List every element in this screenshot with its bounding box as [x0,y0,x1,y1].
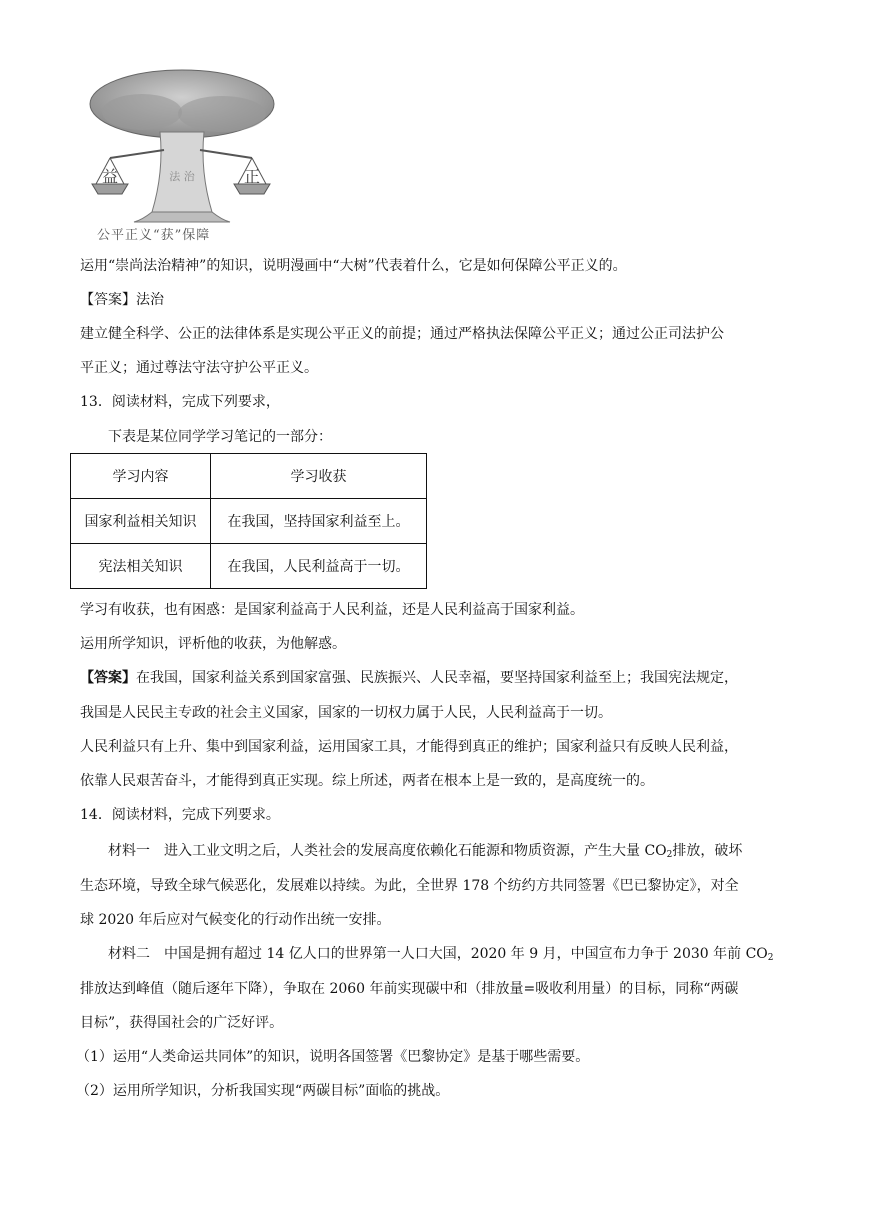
table-header-cell: 学习内容 [71,454,211,499]
table-cell: 宪法相关知识 [71,544,211,589]
table-cell: 在我国，坚持国家利益至上。 [211,499,427,544]
q13-confusion: 学习有收获，也有困惑：是国家利益高于人民利益，还是人民利益高于国家利益。 [80,602,584,618]
material-text: 排放，破坏 [672,843,743,859]
q12-prompt: 运用“崇尚法治精神”的知识，说明漫画中“大树”代表着什么，它是如何保障公平正义的。 [80,258,627,274]
q13-title: 13．阅读材料，完成下列要求， [80,394,280,410]
q14-material1-line: 球 2020 年后应对气候变化的行动作出统一安排。 [80,912,391,928]
q13-answer-line: 依靠人民艰苦奋斗，才能得到真正实现。综上所述，两者在根本上是一致的，是高度统一的。 [80,773,654,789]
answer-label: 【答案】 [80,292,136,308]
q13-intro: 下表是某位同学学习笔记的一部分： [108,429,332,445]
table-cell: 国家利益相关知识 [71,499,211,544]
table-header-row [71,454,427,499]
figure-caption: 公平正义“获”保障 [97,228,211,243]
q13-answer-line [80,668,738,688]
material-text: 材料一 进入工业文明之后，人类社会的发展高度依赖化石能源和物质资源，产生大量 CO [108,843,667,859]
material-text: 材料二 中国是拥有超过 14 亿人口的世界第一人口大国，2020 年 9 月，中国宣布力争于 2030 年前 CO [108,946,768,962]
scale-right-char: 正 [243,167,261,186]
q14-material2-line: 目标”，获得国社会的广泛好评。 [80,1015,284,1031]
q13-answer-line: 我国是人民民主专政的社会主义国家，国家的一切权力属于人民，人民利益高于一切。 [80,705,612,721]
answer-label: 【答案】 [80,670,136,686]
q14-title: 14．阅读材料，完成下列要求。 [80,807,280,823]
subscript: 2 [666,850,673,860]
q14-material1-line: 生态环境，导致全球气候恶化，发展难以持续。为此，全世界 178 个纺约方共同签署《巴已黎协定》，对全 [80,878,739,894]
subscript: 2 [767,953,774,963]
q14-material2-line: 排放达到峰值（随后逐年下降），争取在 2060 年前实现碳中和（排放量=吸收利用量）的目标，同称“两碳 [80,981,739,997]
answer-value: 法治 [136,292,164,308]
q14-material2-line [108,944,774,968]
trunk-chars: 法 治 [169,170,195,183]
tree-cartoon-image [82,62,282,244]
table-cell: 在我国，人民利益高于一切。 [211,544,427,589]
q12-answer [80,290,164,310]
table-row [71,499,427,544]
q12-explain-line: 平正义；通过尊法守法守护公平正义。 [80,360,318,376]
table-header-cell: 学习收获 [211,454,427,499]
study-notes-table [70,453,427,589]
q13-task: 运用所学知识，评析他的收获，为他解惑。 [80,636,346,652]
q14-material1-line [108,841,742,865]
answer-text: 在我国，国家利益关系到国家富强、民族振兴、人民幸福，要坚持国家利益至上；我国宪法规定， [136,670,738,686]
q14-sub-question-1: （1）运用“人类命运共同体”的知识，说明各国签署《巴黎协定》是基于哪些需要。 [76,1049,590,1065]
table-row [71,544,427,589]
scale-left-char: 益 [101,167,119,186]
q14-sub-question-2: （2）运用所学知识，分析我国实现“两碳目标”面临的挑战。 [76,1083,450,1099]
q12-explain-line: 建立健全科学、公正的法律体系是实现公平正义的前提；通过严格执法保障公平正义；通过公正司法护公 [80,326,724,342]
q13-answer-line: 人民利益只有上升、集中到国家利益，运用国家工具，才能得到真正的维护；国家利益只有反映人民利益， [80,739,738,755]
